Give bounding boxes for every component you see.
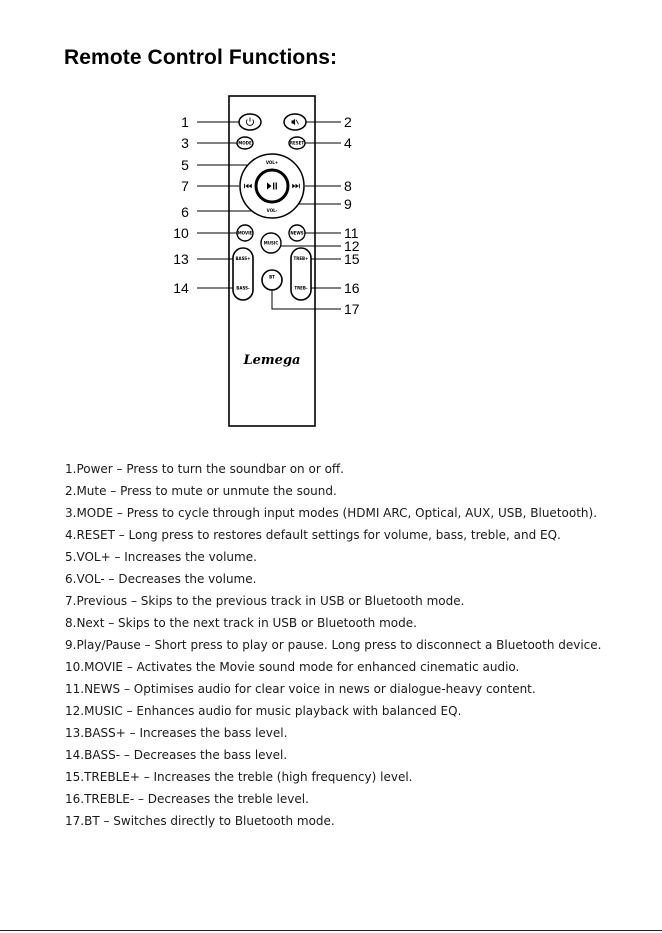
callout-number: 10 xyxy=(173,225,189,241)
callout-number: 15 xyxy=(344,251,360,267)
callout-number: 13 xyxy=(173,251,189,267)
news-button[interactable] xyxy=(289,225,305,241)
bass-rocker[interactable] xyxy=(233,248,253,300)
page-title: Remote Control Functions: xyxy=(64,46,338,69)
remote-diagram xyxy=(0,0,662,450)
list-item: 2.Mute – Press to mute or unmute the sound. xyxy=(65,484,337,498)
mute-button[interactable] xyxy=(284,114,306,130)
music-label: MUSIC xyxy=(263,240,279,246)
list-item: 6.VOL- – Decreases the volume. xyxy=(65,572,257,586)
callout-number: 1 xyxy=(181,114,189,130)
callout-number: 6 xyxy=(181,204,189,220)
list-item: 5.VOL+ – Increases the volume. xyxy=(65,550,257,564)
callout-number: 4 xyxy=(344,135,352,151)
mode-label: MODE xyxy=(238,140,252,146)
treble-rocker[interactable] xyxy=(291,248,311,300)
callout-number: 9 xyxy=(344,196,352,212)
list-item: 1.Power – Press to turn the soundbar on or off. xyxy=(65,462,344,476)
list-item: 4.RESET – Long press to restores default settings for volume, bass, treble, and EQ. xyxy=(65,528,561,542)
bt-label: BT xyxy=(269,274,275,280)
bottom-divider xyxy=(0,930,662,931)
callout-number: 17 xyxy=(344,301,360,317)
list-item: 14.BASS- – Decreases the bass level. xyxy=(65,748,288,762)
callout-number: 11 xyxy=(344,225,359,241)
play-pause-button[interactable] xyxy=(256,170,288,202)
callout-number: 12 xyxy=(344,238,360,254)
mode-button[interactable] xyxy=(237,137,253,149)
reset-button[interactable] xyxy=(289,137,305,149)
treble-up-label: TREB+ xyxy=(293,256,309,261)
callout-number: 8 xyxy=(344,178,352,194)
callout-number: 16 xyxy=(344,280,360,296)
treble-down-label: TREB- xyxy=(294,285,308,291)
list-item: 10.MOVIE – Activates the Movie sound mode for enhanced cinematic audio. xyxy=(65,660,520,674)
movie-label: MOVIE xyxy=(237,230,253,236)
movie-button[interactable] xyxy=(237,225,253,241)
list-item: 16.TREBLE- – Decreases the treble level. xyxy=(65,792,309,806)
bt-button[interactable] xyxy=(262,270,282,290)
list-item: 11.NEWS – Optimises audio for clear voice in news or dialogue-heavy content. xyxy=(65,682,536,696)
callout-number: 5 xyxy=(181,157,189,173)
callout-number: 14 xyxy=(173,280,189,296)
callout-number: 3 xyxy=(181,135,189,151)
list-item: 13.BASS+ – Increases the bass level. xyxy=(65,726,288,740)
brand-logo: Lemega xyxy=(243,353,301,368)
news-label: NEWS xyxy=(290,230,304,236)
reset-label: RESET xyxy=(289,140,305,146)
list-item: 17.BT – Switches directly to Bluetooth mode. xyxy=(65,814,335,828)
list-item: 3.MODE – Press to cycle through input modes (HDMI ARC, Optical, AUX, USB, Bluetooth). xyxy=(65,506,598,520)
callout-number: 2 xyxy=(344,114,352,130)
music-button[interactable] xyxy=(261,233,281,253)
power-button[interactable] xyxy=(239,114,261,130)
bass-up-label: BASS+ xyxy=(235,256,251,261)
list-item: 9.Play/Pause – Short press to play or pause. Long press to disconnect a Bluetooth device. xyxy=(65,638,602,652)
vol-down-label: VOL- xyxy=(266,208,278,213)
list-item: 12.MUSIC – Enhances audio for music playback with balanced EQ. xyxy=(65,704,462,718)
callout-number: 7 xyxy=(181,178,189,194)
list-item: 8.Next – Skips to the next track in USB or Bluetooth mode. xyxy=(65,616,417,630)
bass-down-label: BASS- xyxy=(236,285,250,291)
function-list xyxy=(65,458,601,832)
list-item: 15.TREBLE+ – Increases the treble (high frequency) level. xyxy=(65,770,413,784)
list-item: 7.Previous – Skips to the previous track in USB or Bluetooth mode. xyxy=(65,594,465,608)
vol-up-label: VOL+ xyxy=(265,160,279,165)
